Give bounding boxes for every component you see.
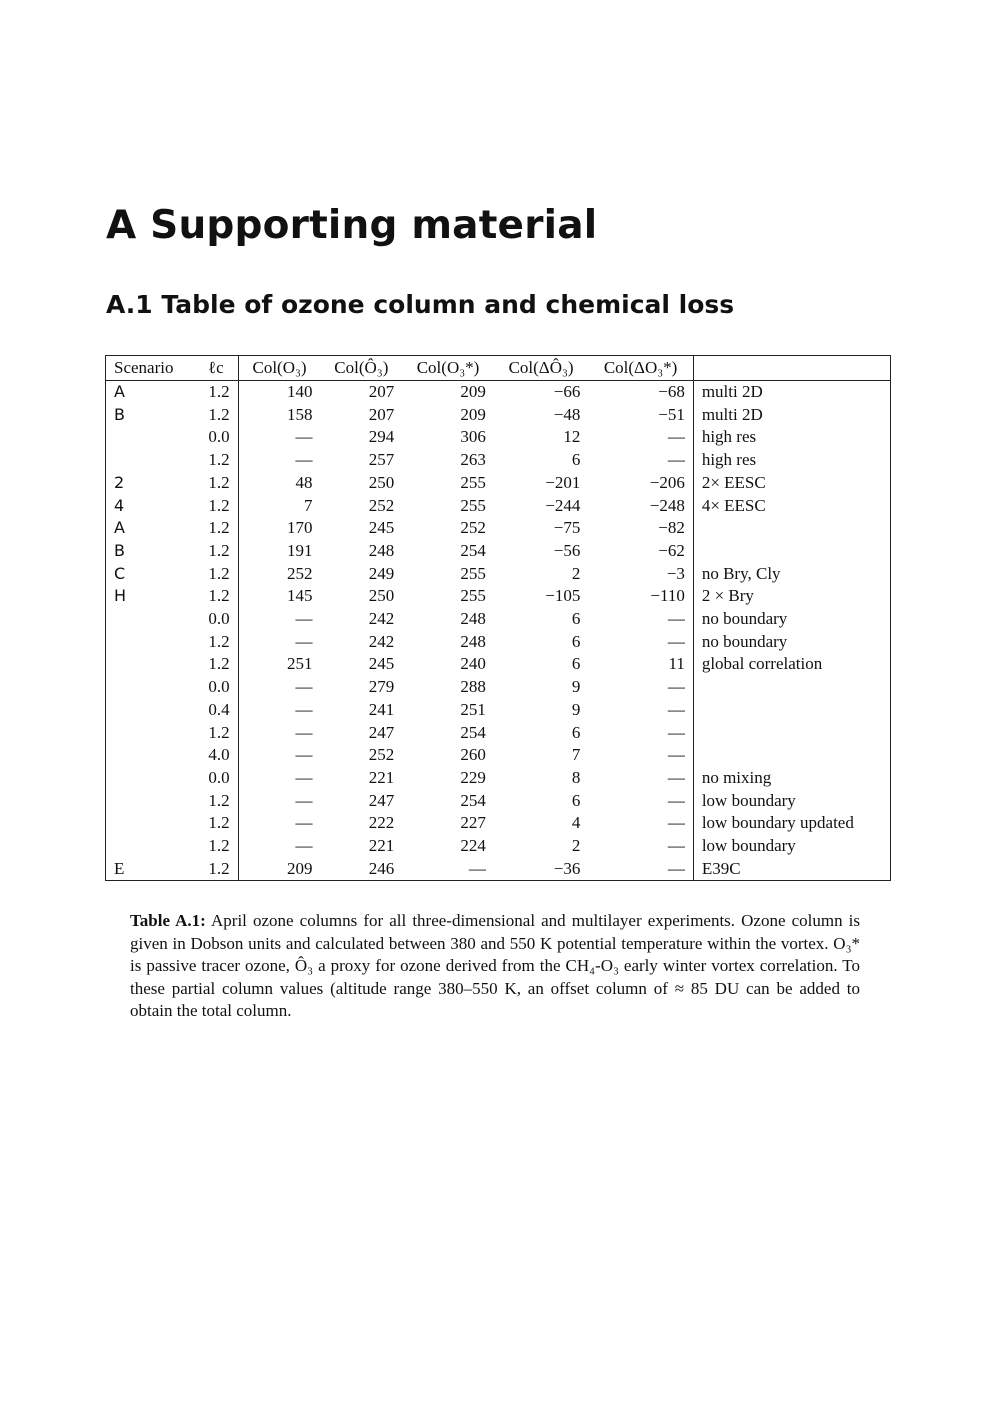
cell-col-delta-o3-star: — bbox=[667, 767, 685, 787]
cell-col-o3-star: 248 bbox=[460, 631, 486, 651]
cell-lc: 1.2 bbox=[194, 835, 238, 858]
cell-col-o3-hat: 252 bbox=[368, 495, 395, 515]
header-lc: ℓc bbox=[194, 356, 238, 381]
cell-col-delta-o3-hat: 4 bbox=[571, 813, 581, 833]
cell-col-o3-star: 260 bbox=[460, 745, 486, 765]
cell-col-o3-hat: 294 bbox=[368, 427, 395, 447]
cell-col-delta-o3-hat: −36 bbox=[553, 858, 581, 878]
cell-col-o3-hat: 247 bbox=[368, 722, 395, 742]
cell-col-o3-star: 255 bbox=[460, 495, 486, 515]
cell-col-delta-o3-hat: 9 bbox=[571, 677, 581, 697]
cell-col-delta-o3-hat: −75 bbox=[553, 518, 581, 538]
cell-comment: multi 2D bbox=[693, 404, 890, 427]
cell-comment: 4× EESC bbox=[693, 495, 890, 518]
cell-lc: 1.2 bbox=[194, 631, 238, 654]
cell-col-o3: 145 bbox=[286, 586, 313, 606]
cell-col-o3-hat: 250 bbox=[368, 586, 395, 606]
table-row bbox=[106, 563, 891, 586]
header-col-delta-o3-star: Col(ΔO₃*) bbox=[588, 356, 693, 381]
header-col-delta-o3-hat: Col(ΔÔ₃) bbox=[494, 356, 589, 381]
cell-col-o3: 158 bbox=[286, 404, 313, 424]
cell-col-o3-star: 254 bbox=[460, 722, 486, 742]
cell-col-o3: 252 bbox=[286, 563, 313, 583]
cell-comment: low boundary bbox=[693, 790, 890, 813]
cell-lc: 1.2 bbox=[194, 653, 238, 676]
cell-col-o3-star: 255 bbox=[460, 472, 486, 492]
cell-scenario: 4 bbox=[114, 495, 125, 515]
cell-comment: no Bry, Cly bbox=[693, 563, 890, 586]
table-row bbox=[106, 631, 891, 654]
subsection-title: A.1 Table of ozone column and chemical loss bbox=[106, 290, 735, 319]
table-row bbox=[106, 653, 891, 676]
cell-col-delta-o3-hat: 6 bbox=[571, 722, 581, 742]
cell-col-delta-o3-star: — bbox=[667, 609, 685, 629]
cell-col-o3: — bbox=[295, 790, 313, 810]
cell-comment bbox=[693, 517, 890, 540]
cell-col-o3-hat: 247 bbox=[368, 790, 395, 810]
table-row bbox=[106, 676, 891, 699]
cell-col-o3-hat: 245 bbox=[368, 654, 395, 674]
cell-col-delta-o3-hat: 9 bbox=[571, 699, 581, 719]
cell-scenario bbox=[106, 449, 195, 472]
cell-col-o3: 170 bbox=[286, 518, 313, 538]
cell-comment bbox=[693, 744, 890, 767]
caption-text: April ozone columns for all three-dimensional and multilayer experiments. Ozone column is given in Dobson units and calculated between 380 and 550 K potential temperature within the vortex. O₃* is passive tracer ozone, Ô₃ a proxy for ozone derived from the CH₄-O₃ early winter vortex correlation. To these partial column values (altitude range 380–550 K, an offset column of ≈ 85 DU can be added to obtain the total column. bbox=[130, 911, 861, 1021]
cell-scenario bbox=[106, 699, 195, 722]
cell-col-delta-o3-star: — bbox=[667, 699, 685, 719]
cell-col-o3-star: — bbox=[468, 858, 486, 878]
cell-comment: no mixing bbox=[693, 767, 890, 790]
table-row bbox=[106, 449, 891, 472]
cell-col-o3: — bbox=[295, 677, 313, 697]
cell-lc: 1.2 bbox=[194, 404, 238, 427]
cell-col-delta-o3-star: — bbox=[667, 858, 685, 878]
cell-col-delta-o3-hat: −48 bbox=[553, 404, 581, 424]
cell-lc: 1.2 bbox=[194, 722, 238, 745]
cell-col-o3-star: 255 bbox=[460, 586, 486, 606]
cell-lc: 1.2 bbox=[194, 472, 238, 495]
cell-col-o3-star: 263 bbox=[460, 450, 486, 470]
cell-col-delta-o3-star: −248 bbox=[649, 495, 685, 515]
cell-col-delta-o3-hat: −66 bbox=[553, 382, 581, 401]
header-col-o3-hat: Col(Ô₃) bbox=[320, 356, 402, 381]
cell-scenario bbox=[106, 426, 195, 449]
cell-scenario: E bbox=[114, 858, 125, 878]
cell-col-o3-hat: 242 bbox=[368, 609, 395, 629]
cell-col-delta-o3-star: — bbox=[667, 631, 685, 651]
cell-col-o3-hat: 249 bbox=[368, 563, 395, 583]
cell-col-delta-o3-star: −68 bbox=[658, 382, 685, 401]
cell-col-o3-star: 251 bbox=[460, 699, 486, 719]
cell-scenario bbox=[106, 722, 195, 745]
cell-col-delta-o3-hat: 6 bbox=[571, 609, 581, 629]
cell-comment: no boundary bbox=[693, 608, 890, 631]
cell-col-o3: — bbox=[295, 745, 313, 765]
cell-scenario: A bbox=[114, 382, 125, 401]
cell-col-o3-star: 224 bbox=[460, 836, 486, 856]
cell-lc: 1.2 bbox=[194, 495, 238, 518]
cell-lc: 1.2 bbox=[194, 449, 238, 472]
cell-lc: 4.0 bbox=[194, 744, 238, 767]
cell-col-o3-hat: 250 bbox=[368, 472, 395, 492]
header-scenario: Scenario bbox=[106, 356, 195, 381]
table-caption bbox=[130, 910, 860, 1023]
cell-col-o3: — bbox=[295, 450, 313, 470]
cell-scenario: B bbox=[114, 540, 125, 560]
cell-col-o3: 251 bbox=[286, 654, 313, 674]
cell-comment bbox=[693, 540, 890, 563]
cell-scenario: A bbox=[114, 518, 125, 538]
cell-comment: no boundary bbox=[693, 631, 890, 654]
table-row bbox=[106, 381, 891, 404]
table-row bbox=[106, 790, 891, 813]
cell-col-delta-o3-hat: 7 bbox=[571, 745, 581, 765]
cell-comment: low boundary updated bbox=[693, 812, 890, 835]
table-row bbox=[106, 858, 891, 881]
cell-col-delta-o3-hat: −201 bbox=[545, 472, 581, 492]
cell-col-o3-hat: 207 bbox=[368, 404, 395, 424]
cell-comment: global correlation bbox=[693, 653, 890, 676]
cell-col-delta-o3-star: −110 bbox=[650, 586, 685, 606]
table-body bbox=[106, 381, 891, 881]
cell-col-delta-o3-star: — bbox=[667, 722, 685, 742]
caption-label: Table A.1: bbox=[130, 911, 206, 930]
cell-col-o3: — bbox=[295, 836, 313, 856]
cell-col-delta-o3-star: — bbox=[667, 790, 685, 810]
cell-col-delta-o3-star: — bbox=[667, 677, 685, 697]
table-row bbox=[106, 699, 891, 722]
cell-col-delta-o3-star: — bbox=[667, 450, 685, 470]
cell-col-delta-o3-star: 11 bbox=[668, 654, 685, 674]
cell-comment: 2× EESC bbox=[693, 472, 890, 495]
cell-lc: 0.0 bbox=[194, 608, 238, 631]
cell-col-o3-star: 306 bbox=[460, 427, 486, 447]
cell-col-o3: — bbox=[295, 427, 313, 447]
cell-lc: 1.2 bbox=[194, 858, 238, 881]
cell-comment: E39C bbox=[693, 858, 890, 881]
cell-scenario bbox=[106, 608, 195, 631]
cell-col-delta-o3-star: — bbox=[667, 836, 685, 856]
cell-col-o3-hat: 252 bbox=[368, 745, 395, 765]
cell-col-o3: — bbox=[295, 722, 313, 742]
table-row bbox=[106, 835, 891, 858]
cell-col-delta-o3-hat: 8 bbox=[571, 767, 581, 787]
cell-scenario bbox=[106, 631, 195, 654]
cell-col-o3: 191 bbox=[286, 540, 313, 560]
table-row bbox=[106, 585, 891, 608]
table-row bbox=[106, 426, 891, 449]
cell-col-delta-o3-star: — bbox=[667, 813, 685, 833]
cell-col-delta-o3-hat: 6 bbox=[571, 654, 581, 674]
cell-comment: high res bbox=[693, 449, 890, 472]
cell-lc: 0.4 bbox=[194, 699, 238, 722]
cell-comment bbox=[693, 699, 890, 722]
table-row bbox=[106, 404, 891, 427]
cell-col-delta-o3-hat: −56 bbox=[553, 540, 581, 560]
cell-col-o3-star: 254 bbox=[460, 540, 486, 560]
cell-col-o3-hat: 221 bbox=[368, 836, 395, 856]
cell-col-delta-o3-hat: 6 bbox=[571, 631, 581, 651]
table-row bbox=[106, 767, 891, 790]
cell-scenario bbox=[106, 812, 195, 835]
cell-col-o3-hat: 248 bbox=[368, 540, 395, 560]
cell-col-delta-o3-hat: 2 bbox=[571, 563, 581, 583]
cell-col-delta-o3-star: — bbox=[667, 427, 685, 447]
cell-col-delta-o3-hat: 2 bbox=[571, 836, 581, 856]
cell-col-o3: — bbox=[295, 813, 313, 833]
cell-lc: 0.0 bbox=[194, 676, 238, 699]
cell-col-o3: 48 bbox=[295, 472, 313, 492]
cell-scenario: C bbox=[114, 563, 126, 583]
cell-comment: low boundary bbox=[693, 835, 890, 858]
table-row bbox=[106, 540, 891, 563]
cell-scenario: H bbox=[114, 586, 127, 606]
cell-col-o3-hat: 222 bbox=[368, 813, 395, 833]
cell-col-delta-o3-star: — bbox=[667, 745, 685, 765]
cell-col-delta-o3-star: −62 bbox=[658, 540, 685, 560]
ozone-column-table bbox=[105, 355, 891, 881]
table-row bbox=[106, 812, 891, 835]
header-col-o3-star: Col(O₃*) bbox=[402, 356, 494, 381]
cell-col-o3-hat: 246 bbox=[368, 858, 395, 878]
cell-lc: 1.2 bbox=[194, 540, 238, 563]
cell-col-delta-o3-hat: 12 bbox=[563, 427, 581, 447]
cell-col-o3-hat: 207 bbox=[368, 382, 395, 401]
cell-col-o3-star: 209 bbox=[460, 382, 486, 401]
cell-scenario bbox=[106, 790, 195, 813]
header-col-o3: Col(O₃) bbox=[238, 356, 320, 381]
cell-col-o3-star: 288 bbox=[460, 677, 486, 697]
cell-col-o3-hat: 245 bbox=[368, 518, 395, 538]
table-row bbox=[106, 744, 891, 767]
cell-col-delta-o3-hat: 6 bbox=[571, 450, 581, 470]
cell-col-delta-o3-star: −82 bbox=[658, 518, 685, 538]
cell-col-o3-hat: 279 bbox=[368, 677, 395, 697]
cell-lc: 1.2 bbox=[194, 812, 238, 835]
cell-comment bbox=[693, 722, 890, 745]
cell-col-o3-hat: 242 bbox=[368, 631, 395, 651]
cell-lc: 1.2 bbox=[194, 563, 238, 586]
cell-scenario bbox=[106, 744, 195, 767]
cell-col-delta-o3-hat: −105 bbox=[545, 586, 581, 606]
cell-col-o3: — bbox=[295, 631, 313, 651]
table-row bbox=[106, 608, 891, 631]
cell-lc: 0.0 bbox=[194, 426, 238, 449]
cell-col-o3-hat: 241 bbox=[368, 699, 395, 719]
cell-col-o3-star: 252 bbox=[460, 518, 486, 538]
cell-col-o3: 140 bbox=[286, 382, 313, 401]
cell-lc: 0.0 bbox=[194, 767, 238, 790]
cell-col-o3-star: 255 bbox=[460, 563, 486, 583]
cell-scenario bbox=[106, 676, 195, 699]
cell-col-delta-o3-star: −3 bbox=[666, 563, 685, 583]
cell-comment: high res bbox=[693, 426, 890, 449]
cell-lc: 1.2 bbox=[194, 517, 238, 540]
table-row bbox=[106, 472, 891, 495]
cell-comment: 2 × Bry bbox=[693, 585, 890, 608]
cell-col-o3-hat: 221 bbox=[368, 767, 395, 787]
cell-col-delta-o3-hat: −244 bbox=[545, 495, 581, 515]
cell-lc: 1.2 bbox=[194, 381, 238, 404]
cell-scenario: 2 bbox=[114, 472, 125, 492]
cell-scenario bbox=[106, 835, 195, 858]
cell-scenario bbox=[106, 767, 195, 790]
section-title: A Supporting material bbox=[106, 203, 598, 248]
cell-col-o3: 209 bbox=[286, 858, 313, 878]
cell-lc: 1.2 bbox=[194, 790, 238, 813]
cell-col-o3-star: 209 bbox=[460, 404, 486, 424]
cell-col-o3: — bbox=[295, 699, 313, 719]
table-row bbox=[106, 495, 891, 518]
cell-col-delta-o3-hat: 6 bbox=[571, 790, 581, 810]
cell-comment: multi 2D bbox=[693, 381, 890, 404]
cell-col-o3: — bbox=[295, 767, 313, 787]
cell-col-o3-hat: 257 bbox=[368, 450, 395, 470]
table-row bbox=[106, 722, 891, 745]
cell-lc: 1.2 bbox=[194, 585, 238, 608]
cell-comment bbox=[693, 676, 890, 699]
cell-col-delta-o3-star: −51 bbox=[658, 404, 685, 424]
cell-col-o3-star: 240 bbox=[460, 654, 486, 674]
cell-col-o3-star: 254 bbox=[460, 790, 486, 810]
table-header-row bbox=[106, 356, 891, 381]
header-comment bbox=[693, 356, 890, 381]
cell-scenario bbox=[106, 653, 195, 676]
cell-col-o3: — bbox=[295, 609, 313, 629]
cell-col-o3-star: 227 bbox=[460, 813, 486, 833]
cell-scenario: B bbox=[114, 404, 125, 424]
cell-col-o3-star: 229 bbox=[460, 767, 486, 787]
cell-col-o3: 7 bbox=[303, 495, 313, 515]
cell-col-o3-star: 248 bbox=[460, 609, 486, 629]
table-row bbox=[106, 517, 891, 540]
cell-col-delta-o3-star: −206 bbox=[649, 472, 685, 492]
